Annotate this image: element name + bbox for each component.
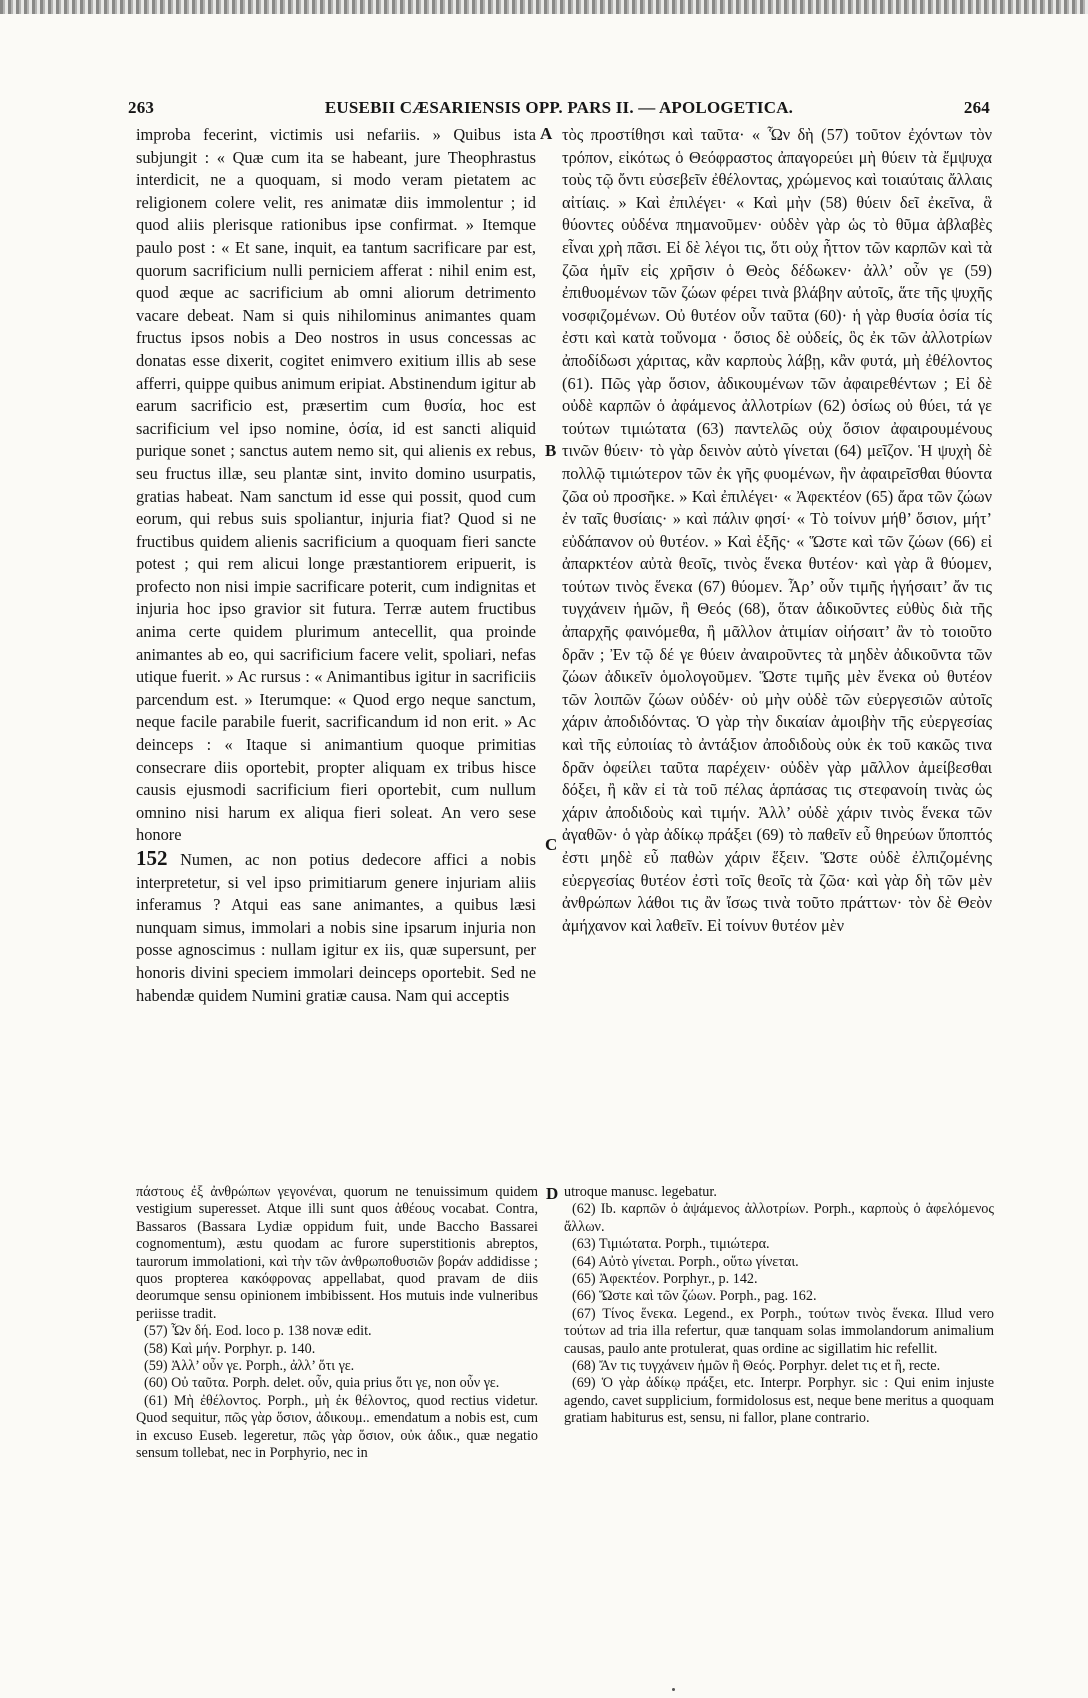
margin-letter-a: A — [540, 124, 553, 143]
footnote-68: (68) Ἄν τις τυγχάνειν ἡμῶν ἢ Θεός. Porphyr. delet τις et ἢ, recte. — [572, 1358, 941, 1375]
margin-letter-d: D — [546, 1184, 559, 1203]
running-title: EUSEBII CÆSARIENSIS OPP. PARS II. — APOLOGETICA. — [324, 98, 794, 117]
footnote-58: (58) Καὶ μήν. Porphyr. p. 140. — [144, 1340, 316, 1357]
footnote-60: (60) Οὐ ταῦτα. Porph. delet. οὖν, quia prius ὅτι γε, non οὖν γε. — [144, 1375, 500, 1392]
footnote-62: (62) Ib. καρπῶν ὁ ἀψάμενος ἀλλοτρίων. Porph., καρποὺς ὁ ἀφελόμενος ἄλλων. — [564, 1201, 994, 1235]
footnote-61: (61) Μὴ ἐθέλοντος. Porph., μὴ ἐκ θέλοντος, quod rectius videtur. Quod sequitur, πῶς γὰρ ὅσιον, ἀδικουμ.. emendatum a nobis est, cum in excuso Euseb. legeretur, πῶς γὰρ ὅσιον, οὐκ ἀδικ., quæ negatio sensum tollebat, nec in Porphyrio, nec in — [136, 1392, 538, 1462]
edition-page-marker: 152 — [136, 846, 168, 870]
footnotes-right — [564, 1184, 994, 1428]
margin-letter-c: C — [545, 835, 558, 854]
footnotes-left — [136, 1184, 538, 1463]
footnote-59: (59) Ἀλλ’ οὖν γε. Porph., ἀλλ’ ὅτι γε. — [144, 1358, 355, 1375]
footnote-continued: utroque manusc. legebatur. — [564, 1184, 717, 1200]
footnote-57: (57) Ὧν δή. Eod. loco p. 138 novæ edit. — [144, 1323, 372, 1340]
running-header — [128, 98, 990, 120]
latin-paragraph-text: Numen, ac non potius dedecore affici a nobis interpretetur, si vel ipso primitiarum genere injuriam aliis inferamus ? Atqui eas sane animantes, a quibus læsi nunquam simus, immolari a nobis sine ipsarum injuria non posse agnoscimus : nullam igitur ex iis, quæ supersunt, per honoris divini speciem immolari deinceps oportebit. Sed ne habendæ quidem Numini gratiæ causa. Nam qui acceptis — [136, 850, 536, 1005]
footnote-69: (69) Ὁ γὰρ ἀδίκῳ πράξει, etc. Interpr. Porphyr. sic : Qui enim injuste agendo, cavet supplicium, formidolosus est, neque bene meritus a quoquam gratiam habiturus est, sensu, ni fallor, plane contrario. — [564, 1375, 994, 1427]
page-number-right: 264 — [963, 98, 990, 117]
margin-letter-b: B — [545, 441, 557, 460]
footnote-63: (63) Τιμιώτατα. Porph., τιμιώτερα. — [572, 1236, 770, 1253]
footnote-66: (66) Ὥστε καὶ τῶν ζώων. Porph., pag. 162. — [572, 1288, 817, 1305]
stray-mark — [672, 1688, 675, 1691]
latin-paragraph-cont — [136, 847, 536, 1007]
greek-column — [562, 124, 992, 937]
latin-paragraph: improba fecerint, victimis usi nefariis. » Quibus ista subjungit : « Quæ cum ita se habeant, jure Theophrastus interdicit, ne a quoquam, si modo veram pietatem ac religionem colere velit, res animatæ diis immolentur ; id quod aliis plerisque rationibus ipse confirmat. » Itemque paulo post : « Et sane, inquit, ea tantum sacrificare par est, quorum sacrificium nulli perniciem afferat : nihil enim est, quod æque ac sacrificium ab omni aliorum detrimento vacare debeat. Nam si quis nihilominus animantes quam fructus ipsos nobis a Deo nostros in usus concessas ac donatas esse dixerit, cogitet enimvero exitium illis ab sese afferri, quippe quibus animum eripiat. Abstinendum igitur ab earum sacrificio est, præsertim cum θυσία, hoc est sacrificium vel ipso nomine, ὁσία, id est sancti aliquid purique sonet ; sanctus autem nemo sit, qui alienis ex rebus, seu fructus illæ, seu plantæ sint, invito domino usurpatis, gratias habeat. Nam sanctum id esse qui possit, quod cum eorum, qui rebus suis spoliantur, injuria fiat? Quod si ne fructibus quidem alienis sacrificium a quoquam fieri sancte potest ; qui rem alicui longe præstantiorem eripuerit, is profecto non nisi impie sacrificare poterit, cum indignitas et injuria hoc ipso gravior sit futura. Terræ autem fructibus anima certe quidem plurimum antecellit, qua proinde animantes ab eo, qui sacrificium facere velit, spoliari, nefas utique fuerit. » Ac rursus : « Animantibus igitur in sacrificiis parcendum est. » Iterumque: « Quod ergo neque sanctum, neque facile parabile fuerit, sacrificandum id non erit. » Ac deinceps : « Itaque si animantium quoque primitias consecrare diis oportebit, propter aliquam ex tribus hisce causis ejusmodi sacrificium fieri oportebit, cum nullum omnino nisi harum ex aliqua fieri soleat. An vero sese honore — [136, 125, 536, 845]
footnote-intro: πάστους ἐξ ἀνθρώπων γεγονέναι, quorum ne tenuissimum quidem vestigium superesset. Atque illi sunt quos ἀθέους vocabat. Contra, Bassaros (Bassara Lydiæ oppidum fuit, unde Baccho Bassarei cognomentum), æstu quodam ac furore superstitionis abreptos, taurorum immolationi, καὶ τὴν τῶν ἀνθρωποθυσιῶν βοράν addidisse ; quos propterea κακόφρονας appellabat, quod pravam de diis deorumque sensu opinionem imbibissent. Hos mutuis inde vulneribus periisse tradit. — [136, 1184, 538, 1322]
latin-column — [136, 124, 536, 1007]
page-number-left: 263 — [128, 98, 155, 117]
scan-top-edge — [0, 0, 1088, 14]
footnote-67: (67) Τίνος ἕνεκα. Legend., ex Porph., τούτων τινὸς ἕνεκα. Illud vero τούτων ad tria illa refertur, quæ tanquam solas immolandorum animalium causas, paulo ante protulerat, quas ordine ac sigillatim hic refellit. — [564, 1305, 994, 1357]
footnote-65: (65) Ἀφεκτέον. Porphyr., p. 142. — [572, 1271, 758, 1288]
greek-paragraph: τὸς προστίθησι καὶ ταῦτα· « Ὧν δὴ (57) τοῦτον ἐχόντων τὸν τρόπον, εἰκότως ὁ Θεόφραστος ἀπαγορεύει μὴ θύειν τὰ ἔμψυχα τοὺς τῷ ὄντι εὐσεβεῖν ἐθέλοντας, χρώμενος καὶ τοιαύταις ἄλλαις αἰτίαις. » Καὶ ἐπιλέγει· « Καὶ μὴν (58) θύειν δεῖ ἐκεῖνα, ἃ θύοντες οὐδένα πημανοῦμεν· οὐδὲν γὰρ ὡς τὸ θῦμα ἀβλαβὲς εἶναι χρὴ πᾶσι. Εἰ δὲ λέγοι τις, ὅτι οὐχ ἧττον τῶν καρπῶν καὶ τὰ ζῶα ἡμῖν εἰς χρῆσιν ὁ Θεὸς δέδωκεν· ἀλλ’ οὖν γε (59) ἐπιθυομένων τῶν ζώων φέρει τινὰ βλάβην αὐτοῖς, ἅτε τῆς ψυχῆς νοσφιζομένων. Οὐ θυτέον οὖν ταῦτα (60)· ἡ γὰρ θυσία ὁσία τίς ἐστι καὶ κατὰ τοὔνομα · ὅσιος δὲ οὐδείς, ὃς ἐκ τῶν ἀλλοτρίων ἀποδίδωσι χάριτας, κἂν καρποὺς λάβῃ, κἂν φυτά, μὴ ἐθέλοντος (61). Πῶς γὰρ ὅσιον, ἀδικουμένων τῶν ἀφαιρεθέντων ; Εἰ δὲ οὐδὲ καρπῶν ὁ ἀφάμενος ἀλλοτρίων (62) ὁσίως οὐ θύει, τά γε τούτων τιμιώτατα (63) παντελῶς οὐχ ὅσιον ἀφαιρουμένους τινῶν θύειν· τὸ γὰρ δεινὸν αὐτὸ γίνεται (64) μεῖζον. Ἡ ψυχὴ δὲ πολλῷ τιμιώτερον τῶν ἐκ γῆς φυομένων, ἣν ἀφαιρεῖσθαι θύοντα ζῶα οὐ προσῆκε. » Καὶ ἐπιλέγει· « Ἀφεκτέον (65) ἄρα τῶν ζώων ἐν ταῖς θυσίαις· » καὶ πάλιν φησί· « Τὸ τοίνυν μήθ’ ὅσιον, μήτ’ εὐδάπανον οὐ θυτέον. » Καὶ ἑξῆς· « Ὥστε καὶ τῶν ζώων (66) εἰ ἀπαρκτέον αὐτὰ θεοῖς, τινὸς ἕνεκα θυτέον· καὶ γὰρ ἃ θύομεν, τούτων τινὸς ἕνεκα (67) θύομεν. Ἆρ’ οὖν τιμῆς ἡγήσαιτ’ ἄν τις τυγχάνειν ἡμῶν, ἢ Θεός (68), ὅταν ἀδικοῦντες εὐθὺς διὰ τῆς ἀπαρχῆς φαινόμεθα, ἢ μᾶλλον ἀτιμίαν οἰήσαιτ’ ἂν τὸ τοιοῦτο δρᾶν ; Ἐν τῷ δέ γε θύειν ἀναιροῦντες τὰ μηδὲν ἀδικοῦντα τῶν ζώων ἀδικεῖν ὁμολογοῦμεν. Ὥστε τιμῆς μὲν ἕνεκα οὐ θυτέον τῶν λοιπῶν ζώων οὐδέν· οὐ μὴν οὐδὲ τῶν εὐεργεσιῶν αὐτοῖς χάριν ἀποδιδόντας. Ὁ γὰρ τὴν δικαίαν ἀμοιβὴν τῆς εὐεργεσίας καὶ τῆς εὐποιίας τὸ ἀντάξιον ἀποδιδοὺς οὐκ ἐκ τοῦ κακῶς τινα δρᾶν ὀφείλει ταῦτα παρέχειν· οὐδὲν γὰρ μᾶλλον ἀμείβεσθαι δόξει, ἢ κἂν εἰ τὰ τοῦ πέλας ἁρπάσας τις στεφανοίη τινὰς ὡς χάριν ἀποδιδοὺς καὶ τιμήν. Ἀλλ’ οὐδὲ χάριν τινὸς ἕνεκα τῶν ἀγαθῶν· ὁ γὰρ ἀδίκῳ πράξει (69) τὸ παθεῖν εὖ θηρεύων ὕποπτός ἐστι μηδὲ εὖ παθὼν χάριν ἕξειν. Ὥστε οὐδὲ ἐλπιζομένης εὐεργεσίας θυτέον ἐστὶ τοῖς θεοῖς τὰ ζῶα· καὶ γὰρ δὴ τῶν μὲν ἀνθρώπων λάθοι τις ἂν ἴσως τινὰ τοῦτο πράττων· τὸν δὲ Θεὸν ἀμήχανον καὶ λαθεῖν. Εἰ τοίνυν θυτέον μὲν — [562, 125, 992, 935]
footnote-64: (64) Αὐτὸ γίνεται. Porph., οὕτω γίνεται. — [572, 1253, 799, 1270]
